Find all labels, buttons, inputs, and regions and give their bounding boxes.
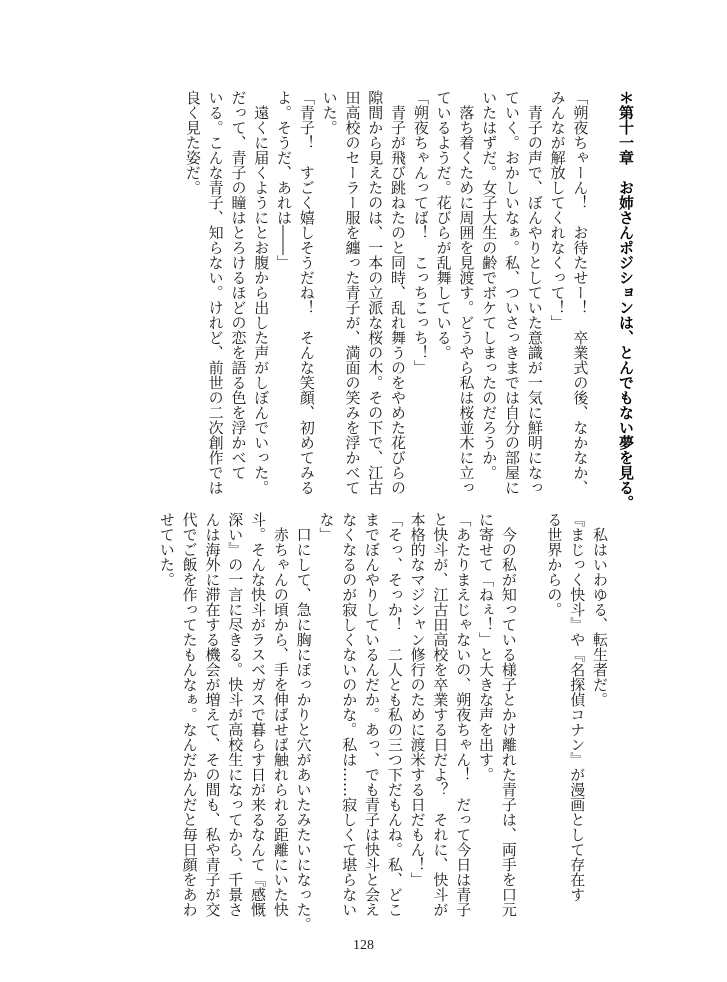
text-column: 斗。そんな快斗がラスベガスで暮らす日が来るなんて『感慨	[249, 512, 268, 917]
upper-text-block	[181, 90, 637, 510]
text-column: 田高校のセーラー服を纏った青子が、満面の笑みを浮かべて	[343, 90, 362, 495]
text-column: 今の私が知っている様子とかけ離れた青子は、両手を口元	[499, 512, 518, 917]
text-column: ているようだ。花びらが乱舞している。	[434, 90, 453, 360]
text-column: みんなが解放してくれなくって！」	[548, 90, 567, 330]
text-column	[591, 90, 614, 500]
text-column: 深い』の一言に尽きる。快斗が高校生になってから、千景さ	[226, 512, 245, 917]
text-column: 「朔夜ちゃーん！ お待たせー！ 卒業式の後、なかなか、	[571, 90, 590, 495]
text-column: いる。こんな青子、知らない。けれど、前世の二次創作では	[206, 90, 225, 495]
text-column: 青子が飛び跳ねたのと同時、乱れ舞うのをやめた花びらの	[389, 90, 408, 495]
text-column: に寄せて「ねぇ！」と大きな声を出す。	[477, 512, 496, 782]
text-column: 遠くに届くようにとお腹から出した声がしぼんでいった。	[252, 90, 271, 495]
text-column: 落ち着くために周囲を見渡す。どうやら私は桜並木に立っ	[457, 90, 476, 495]
text-column: いたはずだ。女子大生の齢でボケてしまったのだろうか。	[480, 90, 499, 480]
text-column: んは海外に滞在する機会が増えて、その間も、私や青子が交	[203, 512, 222, 917]
text-column: 私はいわゆる、転生者だ。	[591, 512, 609, 707]
text-column: 「朔夜ちゃんってば！ こっちこっち！」	[411, 90, 430, 375]
text-column: せていた。	[157, 512, 176, 587]
text-column: だって、青子の瞳はとろけるほどの恋を語る色を浮かべて	[229, 90, 248, 480]
text-column: 「そっ、そっか！ 二人とも私の三つ下だもんね。私、どこ	[385, 512, 404, 917]
chapter-title: ＊第十一章 お姉さんポジションは、とんでもない夢を見る。	[617, 90, 635, 510]
lower-text-block	[155, 512, 611, 932]
text-column: までぼんやりしているんだか。あっ、でも青子は快斗と会え	[363, 512, 382, 917]
text-column: 「青子！ すごく嬉しそうだね！ そんな笑顔、初めてみる	[297, 90, 316, 495]
page-number: 128	[353, 938, 374, 953]
text-column: 青子の声で、ぼんやりとしていた意識が一気に鮮明になっ	[525, 90, 544, 495]
text-column: 「あたりまえじゃないの、朔夜ちゃん！ だって今日は青子	[454, 512, 473, 917]
text-column: いた。	[320, 90, 339, 135]
text-column: 『まじっく快斗』や『名探偵コナン』が漫画として存在す	[568, 512, 587, 902]
text-column: と快斗が、江古田高校を卒業する日だよ？ それに、快斗が	[431, 512, 450, 917]
text-column: 赤ちゃんの頃から、手を伸ばせば触れられる距離にいた快	[271, 512, 290, 917]
text-column: よ。そうだ、あれは――」	[275, 90, 294, 270]
text-column: る世界からの。	[545, 512, 564, 617]
text-column: なくなるのが寂しくないのかな。私は……寂しくて堪らない	[340, 512, 359, 917]
text-column: 良く見た姿だ。	[183, 90, 202, 195]
text-column	[520, 512, 543, 922]
text-column: 口にして、急に胸にぽっかりと穴があいたみたいになった。	[294, 512, 313, 932]
text-column: 代でご飯を作ってたもんなぁ。なんだかんだと毎日顔をあわ	[180, 512, 199, 917]
text-column: な」	[317, 512, 336, 542]
text-column: 本格的なマジシャン修行のために渡米する日だもん！」	[408, 512, 427, 887]
text-column: 隙間から見えたのは、一本の立派な桜の木。その下で、江古	[366, 90, 385, 495]
text-column: ていく。おかしいなぁ。私、ついさっきまでは自分の部屋に	[503, 90, 522, 495]
